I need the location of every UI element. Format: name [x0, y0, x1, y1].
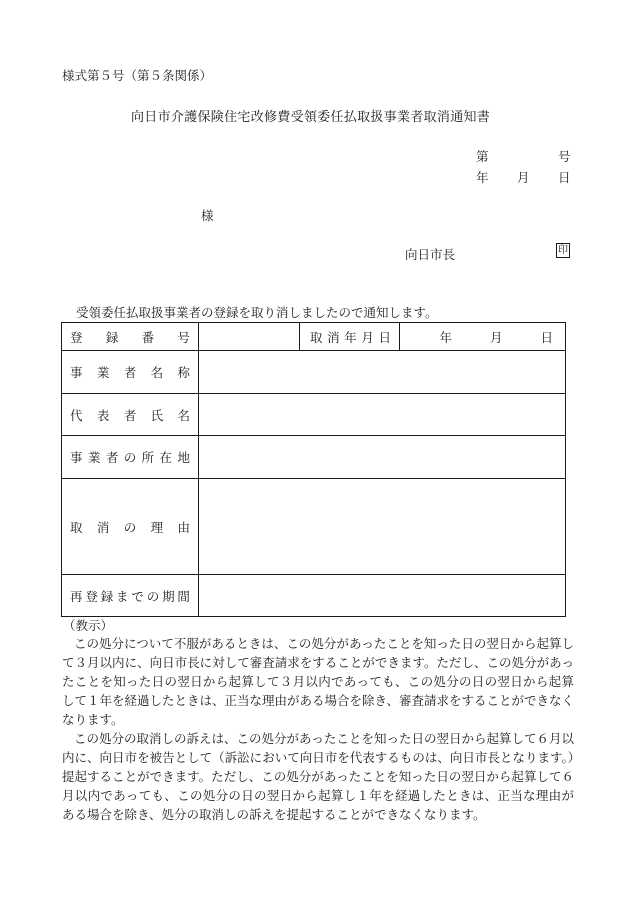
seal-mark: 印 [558, 245, 568, 256]
address-field[interactable] [199, 436, 566, 479]
document-title: 向日市介護保険住宅改修費受領委任払取扱事業者取消通知書 [131, 110, 491, 125]
reregistration-period-label: 再 登 録 ま で の 期 間 [62, 575, 199, 617]
date-day: 日 [558, 170, 571, 185]
representative-label: 代 表 者 氏 名 [62, 394, 199, 436]
business-name-label: 事 業 者 名 称 [62, 351, 199, 394]
business-name-field[interactable] [199, 351, 566, 394]
reason-field[interactable] [199, 479, 566, 575]
notes-heading: （教示） [63, 618, 114, 633]
representative-field[interactable] [199, 394, 566, 436]
registration-number-field[interactable] [199, 323, 300, 351]
addressee-suffix: 様 [201, 208, 214, 223]
date-year: 年 [476, 170, 489, 185]
cancel-date-field[interactable]: 年 月 日 [400, 323, 566, 351]
number-suffix: 号 [558, 149, 571, 164]
notes-body [62, 634, 574, 824]
cancel-date-label: 取 消 年 月 日 [300, 323, 400, 351]
number-prefix: 第 [476, 149, 489, 164]
form-number: 様式第５号（第５条関係） [62, 68, 213, 83]
reason-label: 取 消 の 理 由 [62, 479, 199, 575]
issuer-name: 向日市長 [405, 247, 456, 262]
intro-text: 受領委任払取扱事業者の登録を取り消しましたので通知します。 [76, 305, 438, 320]
reregistration-period-field[interactable] [199, 575, 566, 617]
date-month: 月 [517, 170, 530, 185]
notice-table [61, 322, 566, 617]
notes-paragraph-review: この処分について不服があるときは、この処分があったことを知った日の翌日から起算して３月以内に、向日市長に対して審査請求をすることができます。ただし、この処分があったことを知った日の翌日から起算して３月以内であっても、この処分の日の翌日から起算して１年を経過したときは、正当な理由がある場合を除き、審査請求をすることができなくなります。 [62, 636, 575, 727]
address-label: 事 業 者 の 所 在 地 [62, 436, 199, 479]
registration-number-label: 登 録 番 号 [62, 323, 199, 351]
notes-paragraph-lawsuit: この処分の取消しの訴えは、この処分があったことを知った日の翌日から起算して６月以内に、向日市を被告として（訴訟において向日市を代表するものは、向日市長となります。）提起することができます。ただし、この処分があったことを知った日の翌日から起算して６月以内であっても、この処分の日の翌日から起算し１年を経過したときは、正当な理由がある場合を除き、処分の取消しの訴えを提起することができなくなります。 [62, 731, 574, 822]
